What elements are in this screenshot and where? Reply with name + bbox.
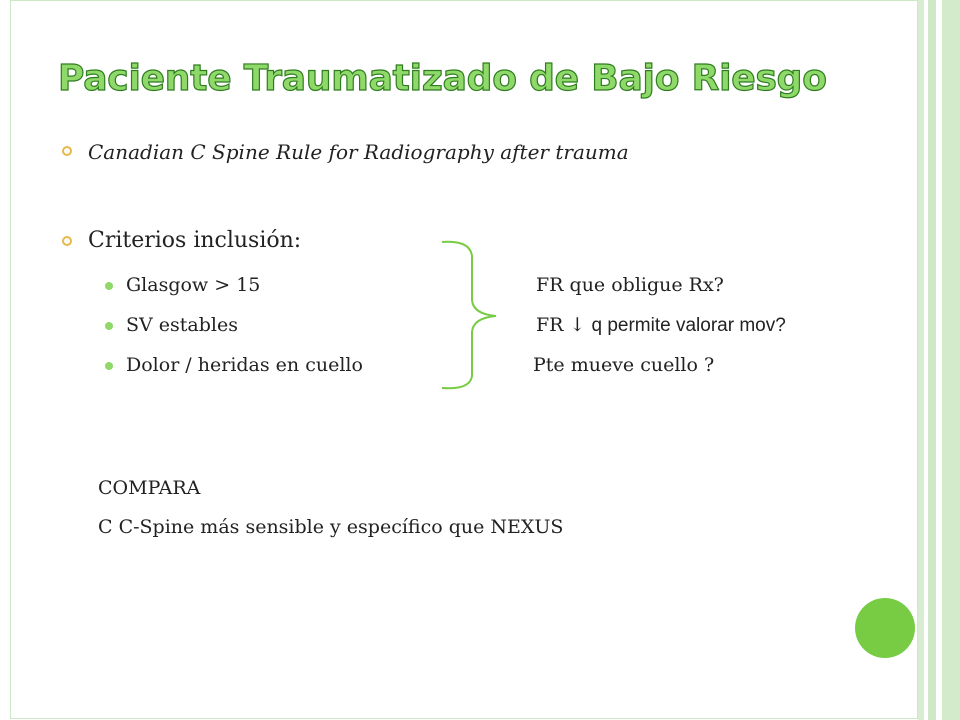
slide-title: Paciente Traumatizado de Bajo Riesgo	[58, 58, 827, 99]
criteria-heading: Criterios inclusión:	[88, 228, 302, 253]
decor-stripe	[928, 0, 936, 720]
question-text: FR que obligue Rx?	[536, 274, 724, 296]
green-circle-decoration	[855, 598, 915, 658]
dot-bullet-icon	[105, 362, 113, 370]
dot-bullet-icon	[105, 322, 113, 330]
ring-bullet-icon	[62, 146, 72, 156]
criterion-item: Dolor / heridas en cuello	[126, 354, 363, 376]
ring-bullet-icon	[62, 236, 72, 246]
criterion-item: SV estables	[126, 314, 238, 336]
question-text	[536, 314, 786, 337]
criterion-item: Glasgow > 15	[126, 274, 261, 296]
rule-bullet-text: Canadian C Spine Rule for Radiography after trauma	[88, 140, 629, 164]
compare-heading: COMPARA	[98, 477, 201, 499]
question-rest: q permite valorar mov?	[591, 315, 786, 336]
compare-text: C C-Spine más sensible y específico que NEXUS	[98, 516, 564, 538]
dot-bullet-icon	[105, 282, 113, 290]
question-prefix: FR ↓	[536, 314, 592, 336]
question-text: Pte mueve cuello ?	[533, 354, 715, 376]
curly-brace-icon	[440, 238, 500, 394]
decor-stripe	[942, 0, 960, 720]
